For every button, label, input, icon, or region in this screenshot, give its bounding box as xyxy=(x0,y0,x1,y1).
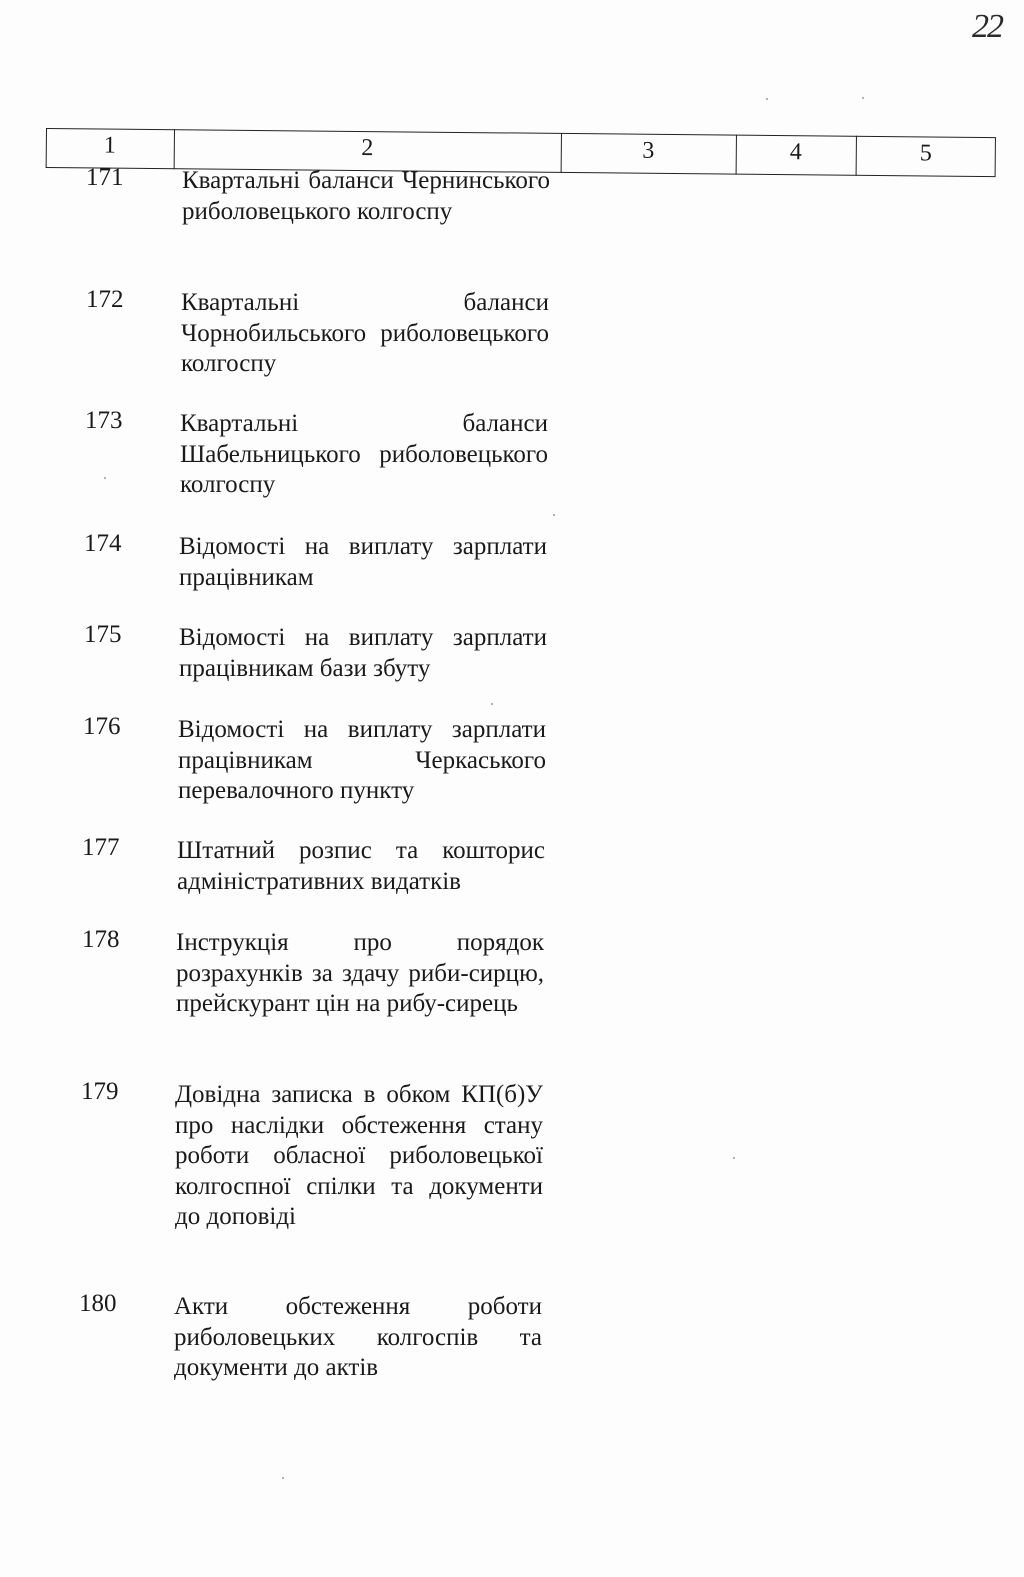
row-number: 179 xyxy=(81,1078,119,1105)
row-number: 180 xyxy=(79,1290,117,1317)
page-number: 22 xyxy=(972,8,1002,45)
column-header-5: 5 xyxy=(919,140,932,167)
scan-speck xyxy=(282,1477,284,1479)
row-description: Відомості на виплату зарплати працівникам xyxy=(179,533,547,591)
scan-speck xyxy=(491,703,493,705)
row-number: 173 xyxy=(85,407,123,434)
row-number: 176 xyxy=(83,713,121,740)
scan-speck xyxy=(766,98,768,100)
row-description: Відомості на виплату зарплати працівникам бази збуту xyxy=(179,624,547,682)
row-description: Квартальні баланси Чорнобильського риболовецького колгоспу xyxy=(181,289,549,377)
row-description: Довідна записка в обком КП(б)У про наслідки обстеження стану роботи обласної риболовецької колгоспної спілки та документи до доповіді xyxy=(175,1081,543,1230)
column-header-1: 1 xyxy=(103,132,116,159)
row-number: 175 xyxy=(84,621,122,648)
scan-speck xyxy=(862,97,864,99)
row-number: 177 xyxy=(82,834,120,861)
row-number: 178 xyxy=(82,926,120,953)
column-header-3: 3 xyxy=(642,137,655,164)
row-number: 172 xyxy=(86,286,124,313)
column-header-4: 4 xyxy=(789,139,802,166)
scan-speck xyxy=(733,1157,735,1159)
row-description: Акти обстеження роботи риболовецьких колгоспів та документи до актів xyxy=(174,1293,542,1381)
scan-speck xyxy=(553,514,555,516)
row-description: Квартальні баланси Шабельницького риболовецького колгоспу xyxy=(180,410,548,498)
row-description: Квартальні баланси Чернинського риболовецького колгоспу xyxy=(182,167,550,225)
row-description: Штатний розпис та кошторис адміністративних видатків xyxy=(177,837,545,895)
row-description: Інструкція про порядок розрахунків за здачу риби-сирцю, прейскурант цін на рибу-сирець xyxy=(176,929,544,1017)
column-header-2: 2 xyxy=(361,135,374,162)
row-number: 171 xyxy=(86,164,124,191)
row-description: Відомості на виплату зарплати працівникам Черкаського перевалочного пункту xyxy=(178,716,546,804)
scan-speck xyxy=(104,477,106,479)
row-number: 174 xyxy=(84,530,122,557)
